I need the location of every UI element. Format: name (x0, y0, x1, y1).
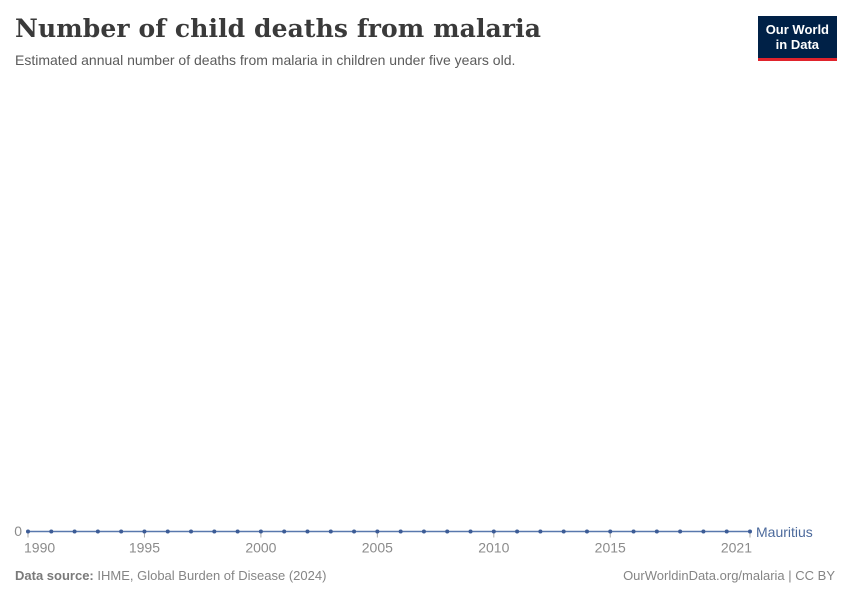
data-point[interactable] (725, 530, 729, 534)
data-point[interactable] (73, 530, 77, 534)
data-point[interactable] (492, 530, 496, 534)
data-point[interactable] (329, 530, 333, 534)
data-point[interactable] (515, 530, 519, 534)
data-point[interactable] (608, 530, 612, 534)
data-point[interactable] (399, 530, 403, 534)
data-point[interactable] (305, 530, 309, 534)
data-point[interactable] (562, 530, 566, 534)
data-point[interactable] (96, 530, 100, 534)
data-point[interactable] (352, 530, 356, 534)
data-point[interactable] (26, 530, 30, 534)
page-title: Number of child deaths from malaria (15, 14, 542, 43)
y-axis-tick-label: 0 (14, 523, 22, 539)
data-point[interactable] (585, 530, 589, 534)
owid-logo-line2: in Data (775, 37, 820, 53)
data-point[interactable] (655, 530, 659, 534)
data-point[interactable] (212, 530, 216, 534)
data-point[interactable] (189, 530, 193, 534)
data-source-label: Data source: (15, 568, 94, 583)
data-point[interactable] (445, 530, 449, 534)
data-point[interactable] (422, 530, 426, 534)
x-axis-tick-label: 2015 (594, 539, 626, 556)
data-source-value: IHME, Global Burden of Disease (2024) (93, 568, 327, 583)
data-point[interactable] (632, 530, 636, 534)
data-point[interactable] (678, 530, 682, 534)
data-point[interactable] (236, 530, 240, 534)
x-axis-tick-label: 2021 (720, 539, 752, 556)
data-point[interactable] (375, 530, 379, 534)
data-point[interactable] (748, 530, 752, 534)
data-point[interactable] (142, 530, 146, 534)
data-point[interactable] (469, 530, 473, 534)
data-point[interactable] (259, 530, 263, 534)
chart-subtitle: Estimated annual number of deaths from malaria in children under five years old. (15, 52, 516, 68)
data-point[interactable] (49, 530, 53, 534)
attribution-note: OurWorldinData.org/malaria | CC BY (623, 568, 835, 583)
data-point[interactable] (538, 530, 542, 534)
data-point[interactable] (166, 530, 170, 534)
owid-logo-line1: Our World (765, 22, 829, 37)
x-axis-tick-label: 2005 (361, 539, 393, 556)
x-axis-tick-label: 1995 (128, 539, 161, 556)
x-axis-tick-label: 2010 (478, 539, 510, 556)
chart-footer (15, 568, 835, 583)
data-source-note (15, 568, 326, 583)
data-point[interactable] (282, 530, 286, 534)
x-axis-tick-label: 2000 (245, 539, 277, 556)
data-point[interactable] (119, 530, 123, 534)
entity-label-mauritius[interactable]: Mauritius (756, 524, 813, 540)
data-point[interactable] (701, 530, 705, 534)
x-axis-tick-label: 1990 (24, 539, 56, 556)
